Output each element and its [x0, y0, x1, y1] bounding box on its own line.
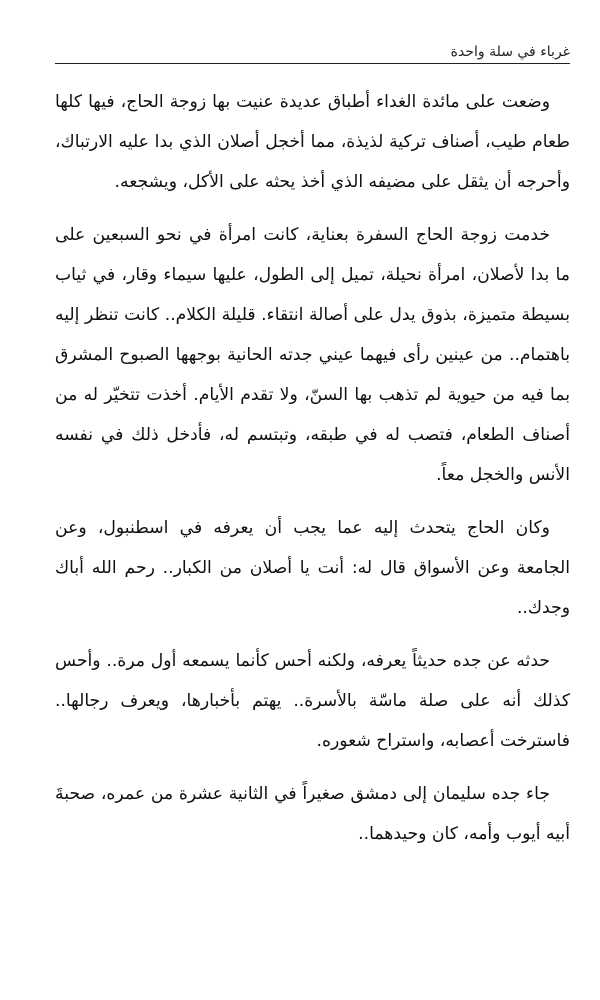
- paragraph-1: وضعت على مائدة الغداء أطباق عديدة عنيت بها زوجة الحاج، فيها كلها طعام طيب، أصناف تركية لذيذة، مما أخجل أصلان الذي بدا عليه الارتباك، وأحرجه أن يثقل على مضيفه الذي أخذ يحثه على الأكل، ويشجعه.: [55, 92, 570, 192]
- paragraph-5: جاء جده سليمان إلى دمشق صغيراً في الثانية عشرة من عمره، صحبةَ أبيه أيوب وأمه، كان وحيدهما..: [55, 784, 570, 844]
- running-title: غرباء في سلة واحدة: [450, 44, 570, 60]
- paragraph-3: وكان الحاج يتحدث إليه عما يجب أن يعرفه في اسطنبول، وعن الجامعة وعن الأسواق قال له: أنت يا أصلان من الكبار.. رحم الله أباك وجدك..: [55, 518, 570, 618]
- paragraph-4: حدثه عن جده حديثاً يعرفه، ولكنه أحس كأنما يسمعه أول مرة.. وأحس كذلك أنه على صلة ماسّة بالأسرة.. يهتم بأخبارها، ويعرف رجالها.. فاسترخت أعصابه، واستراح شعوره.: [55, 651, 570, 751]
- paragraph-2: خدمت زوجة الحاج السفرة بعناية، كانت امرأة في نحو السبعين على ما بدا لأصلان، امرأة نحيلة، تميل إلى الطول، عليها سيماء وقار، في ثياب بسيطة متميزة، بذوق يدل على أصالة انتقاء. قليلة الكلام.. كانت تنظر إليه باهتمام.. من عينين رأى فيهما عيني جدته الحانية بوجهها الصبوح المشرق بما فيه من حيوية لم تذهب بها السنّ، ولا تقدم الأيام. أخذت تتخيّر له من أصناف الطعام، فتصب له في طبقه، وتبتسم له، فأدخل ذلك في نفسه الأنس والخجل معاً.: [55, 225, 570, 485]
- body-text: [55, 82, 570, 854]
- running-header: [55, 30, 570, 64]
- book-page: [55, 30, 570, 970]
